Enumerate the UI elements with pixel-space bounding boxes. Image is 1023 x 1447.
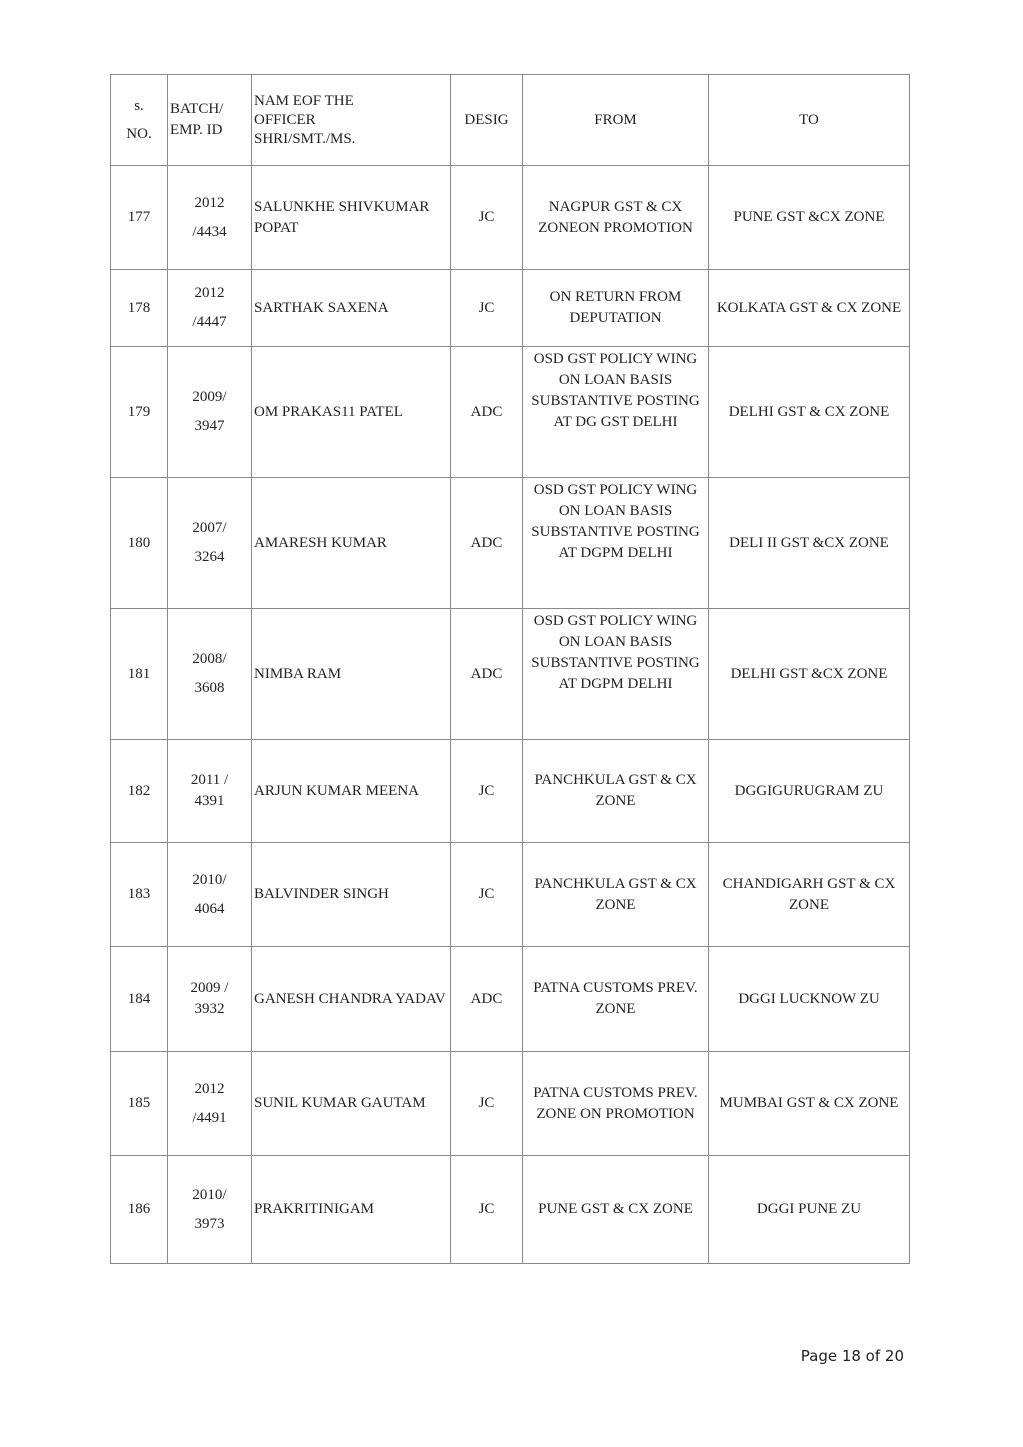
cell-to: CHANDIGARH GST & CX ZONE	[709, 843, 910, 947]
cell-name: SUNIL KUMAR GAUTAM	[252, 1052, 451, 1156]
table-row	[111, 740, 910, 843]
header-sno: s. NO.	[111, 75, 168, 166]
cell-to: DELI II GST &CX ZONE	[709, 478, 910, 609]
header-batch: BATCH/ EMP. ID	[168, 75, 252, 166]
cell-batch: 2011 / 4391	[168, 740, 252, 843]
table-row	[111, 609, 910, 740]
cell-sno: 179	[111, 347, 168, 478]
cell-desig: ADC	[451, 478, 523, 609]
cell-desig: JC	[451, 1052, 523, 1156]
header-to: TO	[709, 75, 910, 166]
table-row	[111, 947, 910, 1052]
cell-batch: 2007/ 3264	[168, 478, 252, 609]
cell-name: PRAKRITINIGAM	[252, 1156, 451, 1264]
posting-table	[110, 74, 910, 1264]
cell-sno: 177	[111, 166, 168, 270]
cell-from: OSD GST POLICY WING ON LOAN BASIS SUBSTANTIVE POSTING AT DGPM DELHI	[523, 478, 709, 609]
cell-from: PANCHKULA GST & CX ZONE	[523, 843, 709, 947]
cell-desig: JC	[451, 166, 523, 270]
cell-desig: JC	[451, 740, 523, 843]
table-row	[111, 1156, 910, 1264]
cell-to: DGGIGURUGRAM ZU	[709, 740, 910, 843]
cell-from: PATNA CUSTOMS PREV. ZONE ON PROMOTION	[523, 1052, 709, 1156]
cell-batch: 2008/ 3608	[168, 609, 252, 740]
cell-desig: JC	[451, 270, 523, 347]
cell-from: NAGPUR GST & CX ZONEON PROMOTION	[523, 166, 709, 270]
cell-desig: JC	[451, 843, 523, 947]
cell-to: MUMBAI GST & CX ZONE	[709, 1052, 910, 1156]
cell-name: SALUNKHE SHIVKUMAR POPAT	[252, 166, 451, 270]
cell-batch: 2012 /4434	[168, 166, 252, 270]
cell-from: PANCHKULA GST & CX ZONE	[523, 740, 709, 843]
cell-sno: 184	[111, 947, 168, 1052]
cell-batch: 2009/ 3947	[168, 347, 252, 478]
cell-name: ARJUN KUMAR MEENA	[252, 740, 451, 843]
cell-from: PATNA CUSTOMS PREV. ZONE	[523, 947, 709, 1052]
header-name: NAM EOF THE OFFICER SHRI/SMT./MS.	[252, 75, 451, 166]
cell-sno: 180	[111, 478, 168, 609]
cell-to: DGGI LUCKNOW ZU	[709, 947, 910, 1052]
cell-sno: 181	[111, 609, 168, 740]
cell-from: ON RETURN FROM DEPUTATION	[523, 270, 709, 347]
cell-sno: 182	[111, 740, 168, 843]
cell-to: PUNE GST &CX ZONE	[709, 166, 910, 270]
cell-name: NIMBA RAM	[252, 609, 451, 740]
cell-name: SARTHAK SAXENA	[252, 270, 451, 347]
cell-to: DELHI GST &CX ZONE	[709, 609, 910, 740]
page-number: Page 18 of 20	[800, 1347, 904, 1365]
cell-name: BALVINDER SINGH	[252, 843, 451, 947]
cell-sno: 178	[111, 270, 168, 347]
table-row	[111, 1052, 910, 1156]
header-from: FROM	[523, 75, 709, 166]
table-row	[111, 478, 910, 609]
cell-sno: 185	[111, 1052, 168, 1156]
table-row	[111, 166, 910, 270]
table-row	[111, 347, 910, 478]
cell-batch: 2012 /4447	[168, 270, 252, 347]
cell-from: OSD GST POLICY WING ON LOAN BASIS SUBSTANTIVE POSTING AT DG GST DELHI	[523, 347, 709, 478]
cell-to: DGGI PUNE ZU	[709, 1156, 910, 1264]
table-header-row	[111, 75, 910, 166]
cell-sno: 183	[111, 843, 168, 947]
cell-sno: 186	[111, 1156, 168, 1264]
cell-batch: 2012 /4491	[168, 1052, 252, 1156]
cell-to: DELHI GST & CX ZONE	[709, 347, 910, 478]
cell-batch: 2009 / 3932	[168, 947, 252, 1052]
cell-name: AMARESH KUMAR	[252, 478, 451, 609]
cell-desig: ADC	[451, 347, 523, 478]
cell-name: GANESH CHANDRA YADAV	[252, 947, 451, 1052]
cell-desig: ADC	[451, 609, 523, 740]
cell-batch: 2010/ 3973	[168, 1156, 252, 1264]
table-row	[111, 843, 910, 947]
cell-from: PUNE GST & CX ZONE	[523, 1156, 709, 1264]
table-row	[111, 270, 910, 347]
cell-desig: JC	[451, 1156, 523, 1264]
cell-from: OSD GST POLICY WING ON LOAN BASIS SUBSTANTIVE POSTING AT DGPM DELHI	[523, 609, 709, 740]
cell-to: KOLKATA GST & CX ZONE	[709, 270, 910, 347]
header-desig: DESIG	[451, 75, 523, 166]
cell-desig: ADC	[451, 947, 523, 1052]
cell-batch: 2010/ 4064	[168, 843, 252, 947]
cell-name: OM PRAKAS11 PATEL	[252, 347, 451, 478]
